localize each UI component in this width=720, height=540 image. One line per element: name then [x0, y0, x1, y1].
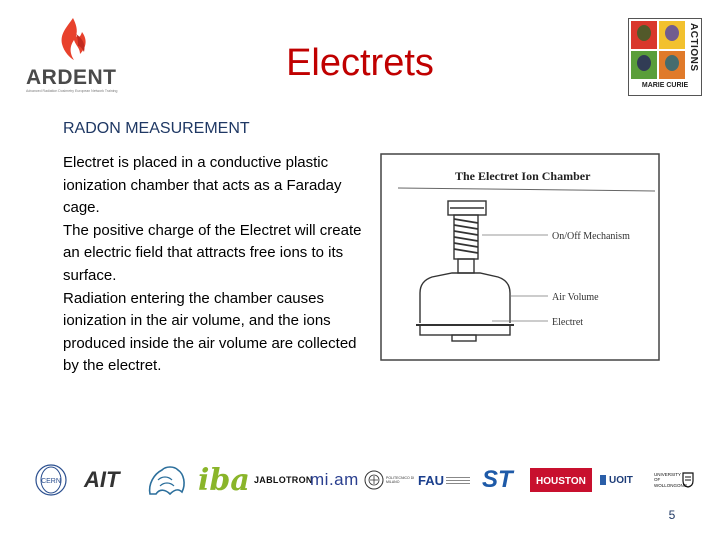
houston-logo [530, 458, 592, 502]
iba-logo [198, 458, 250, 502]
body-text [63, 152, 363, 378]
polimi-logo-text: POLITECNICO DI MILANO [386, 475, 415, 484]
wollongong-logo [654, 458, 694, 502]
label-on-off-mechanism: On/Off Mechanism [552, 231, 630, 242]
jablotron-logo-text: JABLOTRON [254, 475, 313, 485]
electret-ion-chamber-figure [380, 153, 660, 361]
cern-logo-text: CERN [41, 478, 61, 485]
iba-logo-text: iba [198, 462, 250, 498]
partner-logos [34, 458, 694, 502]
jablotron-logo [254, 458, 313, 502]
page-title: Electrets [286, 42, 434, 84]
miam-logo-text: mi.am [310, 470, 359, 489]
cern-logo [34, 458, 68, 502]
st-logo-text: ST [482, 466, 513, 493]
polimi-seal-logo [364, 458, 384, 502]
fau-logo-text: FAU [418, 472, 444, 488]
ait-logo [84, 458, 119, 502]
figure-title: The Electret Ion Chamber [455, 169, 591, 183]
uoit-logo-text: UOIT [609, 474, 633, 486]
wollongong-logo-text: UNIVERSITY OF WOLLONGONG [654, 471, 688, 488]
ait-logo-text: AIT [84, 467, 120, 492]
fau-logo [418, 458, 470, 502]
st-logo [482, 458, 513, 502]
page-number: 5 [668, 508, 676, 522]
label-electret: Electret [552, 317, 584, 328]
section-heading: RADON MEASUREMENT [63, 120, 250, 137]
paragraph: The positive charge of the Electret will create an electric field that attracts free ions to its surface. [63, 221, 362, 284]
paragraph: Radiation entering the chamber causes ionization in the air volume, and the ions produced inside the air volume are collected by the electret. [63, 289, 357, 375]
miam-logo [310, 458, 359, 502]
mca-actions-text: ACTIONS [688, 23, 699, 72]
paragraph: Electret is placed in a conductive plastic ionization chamber that acts as a Faraday cage. [63, 154, 342, 217]
ardent-wordmark: ARDENT [26, 66, 117, 89]
marie-curie-actions-logo [628, 18, 702, 96]
mca-name-text: MARIE CURIE [641, 82, 689, 89]
label-air-volume: Air Volume [552, 292, 599, 303]
houston-logo-text: HOUSTON [536, 476, 586, 487]
cvut-logo [144, 458, 190, 502]
uoit-logo [600, 458, 633, 502]
ardent-tagline: Advanced Radiation Dosimetry European Network Training [26, 89, 118, 93]
polimi-logo [386, 458, 416, 502]
